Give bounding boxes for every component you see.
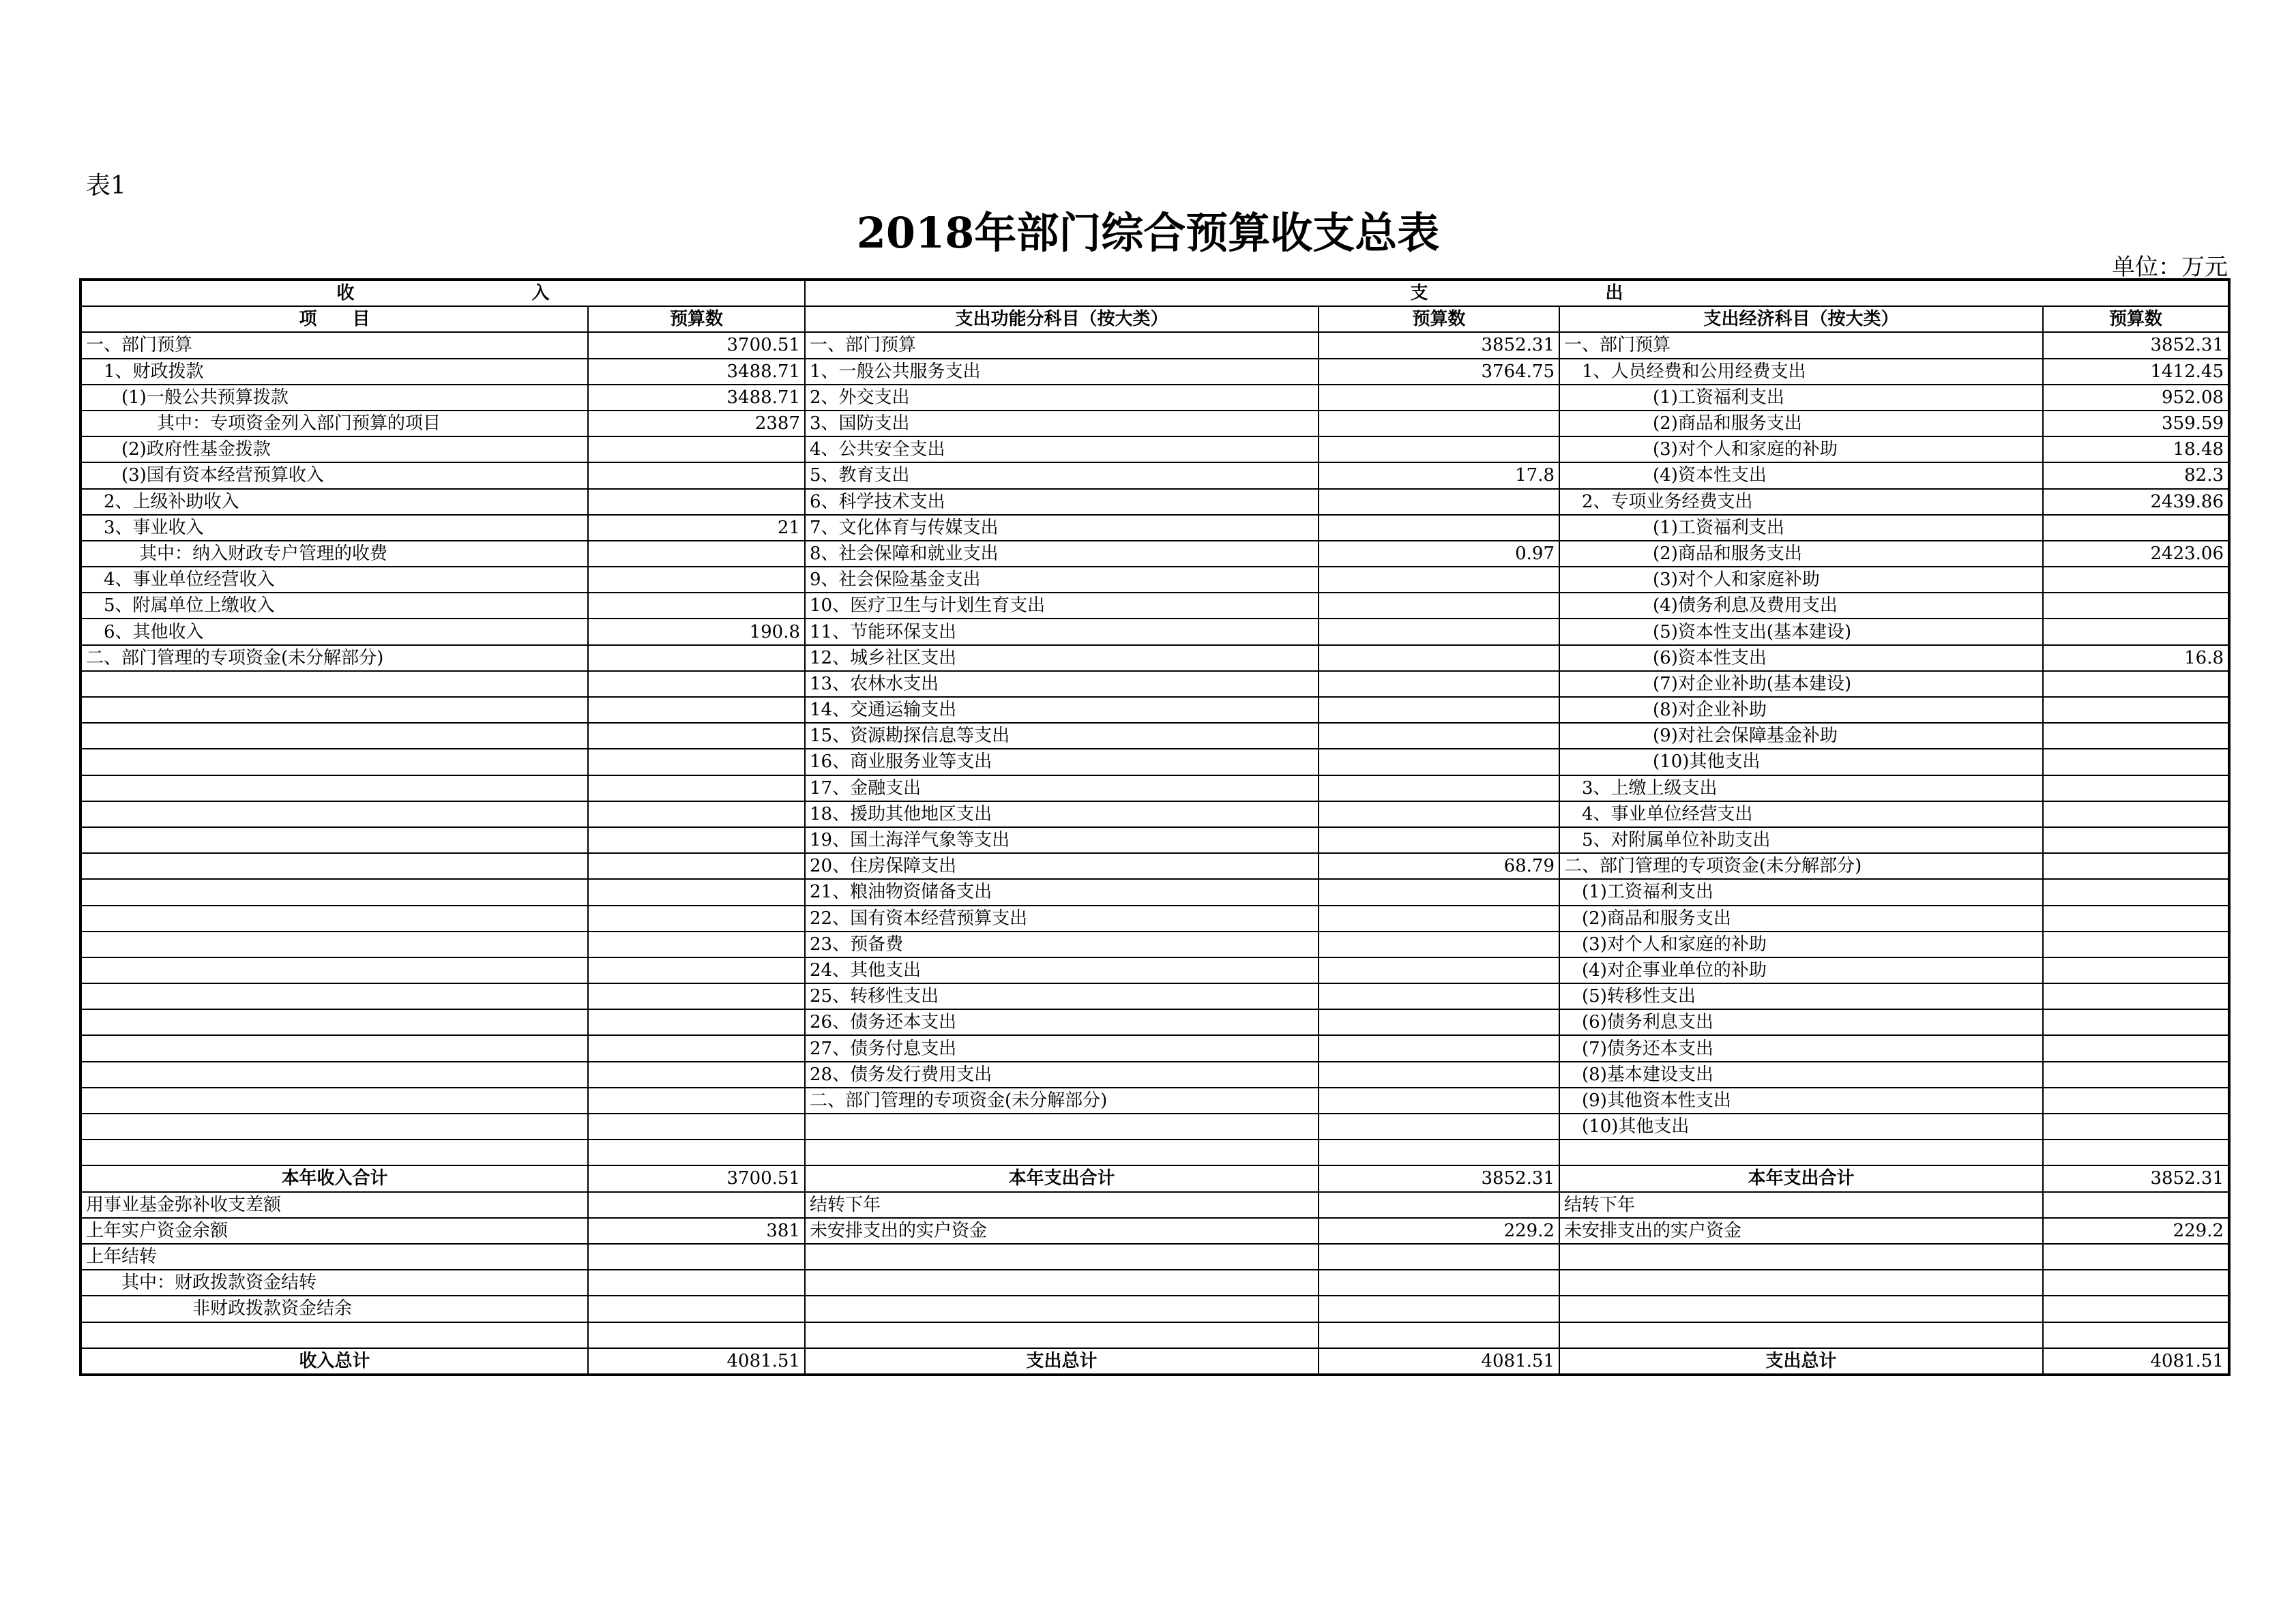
func-item-cell: 28、债务发行费用支出 — [805, 1062, 1319, 1088]
income-item-cell: 5、附属单位上缴收入 — [80, 593, 588, 619]
econ-item-cell: 本年支出合计 — [1559, 1165, 2043, 1191]
income-item-cell — [80, 957, 588, 983]
income-item-cell: 用事业基金弥补收支差额 — [80, 1192, 588, 1218]
econ-item-cell: (2)商品和服务支出 — [1559, 541, 2043, 567]
table-row — [80, 385, 2229, 411]
table-row — [80, 879, 2229, 905]
func-amount-cell — [1319, 697, 1559, 723]
func-amount-cell: 3852.31 — [1319, 332, 1559, 358]
func-amount-cell: 3764.75 — [1319, 359, 1559, 385]
econ-amount-cell — [2043, 879, 2229, 905]
func-amount-cell — [1319, 385, 1559, 411]
income-amount-cell — [588, 932, 805, 957]
func-amount-cell — [1319, 671, 1559, 697]
func-item-cell: 5、教育支出 — [805, 462, 1319, 488]
econ-amount-cell: 359.59 — [2043, 411, 2229, 436]
econ-item-cell: (4)债务利息及费用支出 — [1559, 593, 2043, 619]
econ-amount-cell: 1412.45 — [2043, 359, 2229, 385]
income-item-cell — [80, 906, 588, 932]
income-amount-cell — [588, 1192, 805, 1218]
econ-item-cell: (6)资本性支出 — [1559, 645, 2043, 671]
econ-amount-cell — [2043, 1009, 2229, 1035]
income-amount-cell — [588, 1088, 805, 1114]
income-amount-cell — [588, 879, 805, 905]
income-item-cell: (3)国有资本经营预算收入 — [80, 462, 588, 488]
col-header-item: 项 目 — [80, 306, 588, 332]
income-amount-cell — [588, 749, 805, 775]
func-amount-cell — [1319, 411, 1559, 436]
econ-item-cell: (2)商品和服务支出 — [1559, 906, 2043, 932]
income-item-cell: 非财政拨款资金结余 — [80, 1296, 588, 1322]
econ-item-cell: 未安排支出的实户资金 — [1559, 1218, 2043, 1244]
func-amount-cell — [1319, 1322, 1559, 1348]
income-item-cell — [80, 853, 588, 879]
func-amount-cell — [1319, 1244, 1559, 1270]
income-amount-cell — [588, 697, 805, 723]
func-amount-cell: 0.97 — [1319, 541, 1559, 567]
func-amount-cell — [1319, 723, 1559, 749]
func-amount-cell — [1319, 1114, 1559, 1140]
income-item-cell — [80, 697, 588, 723]
income-amount-cell — [588, 1322, 805, 1348]
income-item-cell: 6、其他收入 — [80, 619, 588, 644]
func-item-cell: 支出总计 — [805, 1348, 1319, 1375]
income-amount-cell: 3700.51 — [588, 332, 805, 358]
func-item-cell: 23、预备费 — [805, 932, 1319, 957]
func-item-cell — [805, 1322, 1319, 1348]
table-row — [80, 593, 2229, 619]
econ-amount-cell — [2043, 619, 2229, 644]
func-amount-cell — [1319, 957, 1559, 983]
func-amount-cell — [1319, 593, 1559, 619]
func-amount-cell — [1319, 1035, 1559, 1061]
table-row — [80, 1192, 2229, 1218]
func-amount-cell — [1319, 1296, 1559, 1322]
func-amount-cell — [1319, 1140, 1559, 1165]
func-item-cell: 17、金融支出 — [805, 775, 1319, 801]
income-item-cell — [80, 1088, 588, 1114]
econ-amount-cell — [2043, 983, 2229, 1009]
income-item-cell: 2、上级补助收入 — [80, 489, 588, 515]
econ-item-cell: (1)工资福利支出 — [1559, 515, 2043, 541]
func-item-cell: 一、部门预算 — [805, 332, 1319, 358]
econ-item-cell: (5)资本性支出(基本建设) — [1559, 619, 2043, 644]
econ-amount-cell — [2043, 957, 2229, 983]
table-row — [80, 619, 2229, 644]
func-item-cell: 15、资源勘探信息等支出 — [805, 723, 1319, 749]
income-amount-cell — [588, 983, 805, 1009]
econ-amount-cell: 18.48 — [2043, 436, 2229, 462]
income-amount-cell — [588, 775, 805, 801]
econ-amount-cell — [2043, 723, 2229, 749]
econ-amount-cell — [2043, 671, 2229, 697]
econ-amount-cell — [2043, 593, 2229, 619]
income-item-cell: 其中：专项资金列入部门预算的项目 — [80, 411, 588, 436]
expense-section-header: 支 出 — [805, 280, 2229, 306]
unit-label: 单位：万元 — [2112, 254, 2228, 281]
income-item-cell: 其中：财政拨款资金结转 — [80, 1270, 588, 1296]
econ-amount-cell: 3852.31 — [2043, 1165, 2229, 1191]
func-amount-cell — [1319, 489, 1559, 515]
income-item-cell: 一、部门预算 — [80, 332, 588, 358]
func-item-cell: 12、城乡社区支出 — [805, 645, 1319, 671]
func-item-cell: 8、社会保障和就业支出 — [805, 541, 1319, 567]
func-item-cell: 4、公共安全支出 — [805, 436, 1319, 462]
econ-item-cell: 2、专项业务经费支出 — [1559, 489, 2043, 515]
econ-amount-cell — [2043, 1088, 2229, 1114]
table-row — [80, 541, 2229, 567]
income-amount-cell: 4081.51 — [588, 1348, 805, 1375]
table-row — [80, 723, 2229, 749]
section-header-row — [80, 280, 2229, 306]
income-item-cell — [80, 1114, 588, 1140]
func-amount-cell — [1319, 1192, 1559, 1218]
econ-amount-cell — [2043, 749, 2229, 775]
income-item-cell — [80, 1322, 588, 1348]
page-title: 2018年部门综合预算收支总表 — [856, 208, 1440, 258]
econ-amount-cell — [2043, 906, 2229, 932]
func-amount-cell: 229.2 — [1319, 1218, 1559, 1244]
table-row — [80, 906, 2229, 932]
econ-amount-cell — [2043, 801, 2229, 827]
func-amount-cell — [1319, 932, 1559, 957]
econ-item-cell: (7)对企业补助(基本建设) — [1559, 671, 2043, 697]
income-amount-cell: 190.8 — [588, 619, 805, 644]
table-row — [80, 749, 2229, 775]
col-header-amount: 预算数 — [588, 306, 805, 332]
func-amount-cell: 17.8 — [1319, 462, 1559, 488]
col-header-amount2: 预算数 — [1319, 306, 1559, 332]
econ-item-cell: (4)资本性支出 — [1559, 462, 2043, 488]
econ-item-cell: (3)对个人和家庭补助 — [1559, 567, 2043, 593]
econ-amount-cell: 2439.86 — [2043, 489, 2229, 515]
func-item-cell: 7、文化体育与传媒支出 — [805, 515, 1319, 541]
econ-amount-cell: 16.8 — [2043, 645, 2229, 671]
table-row — [80, 1322, 2229, 1348]
income-item-cell — [80, 723, 588, 749]
econ-item-cell: (8)基本建设支出 — [1559, 1062, 2043, 1088]
func-amount-cell — [1319, 906, 1559, 932]
income-amount-cell — [588, 567, 805, 593]
func-item-cell: 结转下年 — [805, 1192, 1319, 1218]
econ-amount-cell: 229.2 — [2043, 1218, 2229, 1244]
func-amount-cell — [1319, 775, 1559, 801]
func-item-cell: 20、住房保障支出 — [805, 853, 1319, 879]
econ-item-cell: (9)其他资本性支出 — [1559, 1088, 2043, 1114]
func-item-cell: 2、外交支出 — [805, 385, 1319, 411]
func-item-cell: 二、部门管理的专项资金(未分解部分) — [805, 1088, 1319, 1114]
func-item-cell: 16、商业服务业等支出 — [805, 749, 1319, 775]
func-amount-cell — [1319, 619, 1559, 644]
col-header-func: 支出功能分科目（按大类） — [805, 306, 1319, 332]
econ-amount-cell — [2043, 1322, 2229, 1348]
func-item-cell — [805, 1296, 1319, 1322]
table-row — [80, 1218, 2229, 1244]
econ-amount-cell — [2043, 1114, 2229, 1140]
income-amount-cell — [588, 1062, 805, 1088]
income-item-cell — [80, 775, 588, 801]
econ-item-cell: (2)商品和服务支出 — [1559, 411, 2043, 436]
income-item-cell: (1)一般公共预算拨款 — [80, 385, 588, 411]
income-item-cell: 收入总计 — [80, 1348, 588, 1375]
table-row — [80, 932, 2229, 957]
table-row — [80, 489, 2229, 515]
func-item-cell — [805, 1140, 1319, 1165]
econ-item-cell: (4)对企事业单位的补助 — [1559, 957, 2043, 983]
income-amount-cell — [588, 489, 805, 515]
income-amount-cell — [588, 906, 805, 932]
col-header-amount3: 预算数 — [2043, 306, 2229, 332]
income-item-cell: (2)政府性基金拨款 — [80, 436, 588, 462]
econ-item-cell: (6)债务利息支出 — [1559, 1009, 2043, 1035]
income-amount-cell — [588, 723, 805, 749]
func-amount-cell — [1319, 983, 1559, 1009]
func-amount-cell — [1319, 827, 1559, 853]
income-item-cell — [80, 983, 588, 1009]
econ-item-cell: 结转下年 — [1559, 1192, 2043, 1218]
econ-item-cell: (8)对企业补助 — [1559, 697, 2043, 723]
grand-total-row — [80, 1348, 2229, 1375]
func-amount-cell: 68.79 — [1319, 853, 1559, 879]
income-amount-cell — [588, 671, 805, 697]
income-amount-cell: 21 — [588, 515, 805, 541]
econ-item-cell: 一、部门预算 — [1559, 332, 2043, 358]
func-item-cell: 14、交通运输支出 — [805, 697, 1319, 723]
econ-item-cell — [1559, 1270, 2043, 1296]
func-amount-cell — [1319, 645, 1559, 671]
table-row — [80, 1244, 2229, 1270]
income-item-cell: 二、部门管理的专项资金(未分解部分) — [80, 645, 588, 671]
table-row — [80, 1062, 2229, 1088]
econ-item-cell: (3)对个人和家庭的补助 — [1559, 932, 2043, 957]
econ-amount-cell — [2043, 1296, 2229, 1322]
econ-amount-cell — [2043, 1062, 2229, 1088]
income-item-cell: 3、事业收入 — [80, 515, 588, 541]
table-row — [80, 1270, 2229, 1296]
econ-amount-cell — [2043, 932, 2229, 957]
func-amount-cell — [1319, 1270, 1559, 1296]
income-item-cell — [80, 749, 588, 775]
income-amount-cell — [588, 1270, 805, 1296]
econ-item-cell: (7)债务还本支出 — [1559, 1035, 2043, 1061]
econ-item-cell: (9)对社会保障基金补助 — [1559, 723, 2043, 749]
col-header-econ: 支出经济科目（按大类） — [1559, 306, 2043, 332]
econ-item-cell: (10)其他支出 — [1559, 749, 2043, 775]
func-item-cell: 22、国有资本经营预算支出 — [805, 906, 1319, 932]
econ-amount-cell — [2043, 853, 2229, 879]
econ-amount-cell: 3852.31 — [2043, 332, 2229, 358]
func-amount-cell — [1319, 879, 1559, 905]
func-amount-cell — [1319, 436, 1559, 462]
func-item-cell: 11、节能环保支出 — [805, 619, 1319, 644]
table-row — [80, 359, 2229, 385]
func-item-cell: 24、其他支出 — [805, 957, 1319, 983]
table-row — [80, 515, 2229, 541]
econ-item-cell: 3、上缴上级支出 — [1559, 775, 2043, 801]
table-row — [80, 1035, 2229, 1061]
econ-amount-cell — [2043, 567, 2229, 593]
table-row — [80, 1088, 2229, 1114]
func-amount-cell — [1319, 1088, 1559, 1114]
income-section-header: 收 入 — [80, 280, 805, 306]
econ-item-cell: (1)工资福利支出 — [1559, 879, 2043, 905]
year-total-row — [80, 1165, 2229, 1191]
table-row — [80, 645, 2229, 671]
income-item-cell — [80, 827, 588, 853]
func-item-cell — [805, 1114, 1319, 1140]
func-item-cell: 19、国土海洋气象等支出 — [805, 827, 1319, 853]
econ-amount-cell — [2043, 697, 2229, 723]
econ-item-cell: 4、事业单位经营支出 — [1559, 801, 2043, 827]
table-row — [80, 983, 2229, 1009]
table-row — [80, 1140, 2229, 1165]
table-row — [80, 853, 2229, 879]
income-item-cell — [80, 1035, 588, 1061]
income-amount-cell: 3700.51 — [588, 1165, 805, 1191]
income-amount-cell — [588, 853, 805, 879]
income-amount-cell — [588, 593, 805, 619]
income-amount-cell — [588, 1296, 805, 1322]
table-row — [80, 567, 2229, 593]
income-item-cell — [80, 879, 588, 905]
income-amount-cell: 2387 — [588, 411, 805, 436]
econ-amount-cell — [2043, 1035, 2229, 1061]
income-item-cell — [80, 671, 588, 697]
econ-item-cell: 二、部门管理的专项资金(未分解部分) — [1559, 853, 2043, 879]
func-amount-cell — [1319, 801, 1559, 827]
income-amount-cell — [588, 957, 805, 983]
econ-amount-cell — [2043, 1140, 2229, 1165]
table-row — [80, 1114, 2229, 1140]
table-row — [80, 1296, 2229, 1322]
econ-amount-cell: 952.08 — [2043, 385, 2229, 411]
table-number: 表1 — [86, 172, 126, 200]
income-amount-cell — [588, 436, 805, 462]
income-item-cell: 1、财政拨款 — [80, 359, 588, 385]
func-item-cell: 18、援助其他地区支出 — [805, 801, 1319, 827]
income-item-cell — [80, 1009, 588, 1035]
income-amount-cell — [588, 1009, 805, 1035]
income-amount-cell — [588, 645, 805, 671]
econ-item-cell: (1)工资福利支出 — [1559, 385, 2043, 411]
func-item-cell: 3、国防支出 — [805, 411, 1319, 436]
econ-item-cell: 5、对附属单位补助支出 — [1559, 827, 2043, 853]
income-amount-cell — [588, 1140, 805, 1165]
econ-item-cell — [1559, 1322, 2043, 1348]
table-row — [80, 462, 2229, 488]
func-amount-cell: 4081.51 — [1319, 1348, 1559, 1375]
income-amount-cell — [588, 541, 805, 567]
econ-amount-cell — [2043, 1270, 2229, 1296]
func-item-cell: 9、社会保险基金支出 — [805, 567, 1319, 593]
income-item-cell — [80, 1062, 588, 1088]
column-header-row — [80, 306, 2229, 332]
table-row — [80, 1009, 2229, 1035]
func-amount-cell — [1319, 567, 1559, 593]
econ-item-cell: (5)转移性支出 — [1559, 983, 2043, 1009]
income-item-cell: 上年结转 — [80, 1244, 588, 1270]
income-item-cell: 上年实户资金余额 — [80, 1218, 588, 1244]
income-amount-cell — [588, 1114, 805, 1140]
income-item-cell: 本年收入合计 — [80, 1165, 588, 1191]
func-amount-cell: 3852.31 — [1319, 1165, 1559, 1191]
func-item-cell: 1、一般公共服务支出 — [805, 359, 1319, 385]
table-row — [80, 436, 2229, 462]
table-row — [80, 697, 2229, 723]
func-item-cell: 21、粮油物资储备支出 — [805, 879, 1319, 905]
income-item-cell: 4、事业单位经营收入 — [80, 567, 588, 593]
func-amount-cell — [1319, 1062, 1559, 1088]
econ-item-cell: 支出总计 — [1559, 1348, 2043, 1375]
func-amount-cell — [1319, 1009, 1559, 1035]
income-amount-cell — [588, 1035, 805, 1061]
func-item-cell: 10、医疗卫生与计划生育支出 — [805, 593, 1319, 619]
econ-amount-cell: 82.3 — [2043, 462, 2229, 488]
func-item-cell — [805, 1244, 1319, 1270]
income-amount-cell: 3488.71 — [588, 385, 805, 411]
income-amount-cell — [588, 462, 805, 488]
table-row — [80, 775, 2229, 801]
table-row — [80, 801, 2229, 827]
func-item-cell: 26、债务还本支出 — [805, 1009, 1319, 1035]
table-row — [80, 411, 2229, 436]
econ-item-cell: (10)其他支出 — [1559, 1114, 2043, 1140]
income-amount-cell — [588, 827, 805, 853]
func-item-cell: 6、科学技术支出 — [805, 489, 1319, 515]
func-amount-cell — [1319, 515, 1559, 541]
econ-item-cell — [1559, 1296, 2043, 1322]
econ-item-cell: (3)对个人和家庭的补助 — [1559, 436, 2043, 462]
econ-amount-cell — [2043, 515, 2229, 541]
econ-amount-cell: 2423.06 — [2043, 541, 2229, 567]
table-row — [80, 332, 2229, 358]
econ-item-cell — [1559, 1244, 2043, 1270]
func-item-cell — [805, 1270, 1319, 1296]
income-item-cell — [80, 932, 588, 957]
econ-amount-cell — [2043, 775, 2229, 801]
econ-amount-cell: 4081.51 — [2043, 1348, 2229, 1375]
func-item-cell: 25、转移性支出 — [805, 983, 1319, 1009]
income-amount-cell — [588, 1244, 805, 1270]
econ-amount-cell — [2043, 1244, 2229, 1270]
econ-amount-cell — [2043, 827, 2229, 853]
income-item-cell: 其中：纳入财政专户管理的收费 — [80, 541, 588, 567]
income-amount-cell: 381 — [588, 1218, 805, 1244]
func-amount-cell — [1319, 749, 1559, 775]
econ-item-cell — [1559, 1140, 2043, 1165]
econ-amount-cell — [2043, 1192, 2229, 1218]
income-amount-cell — [588, 801, 805, 827]
econ-item-cell: 1、人员经费和公用经费支出 — [1559, 359, 2043, 385]
table-row — [80, 671, 2229, 697]
func-item-cell: 未安排支出的实户资金 — [805, 1218, 1319, 1244]
income-amount-cell: 3488.71 — [588, 359, 805, 385]
func-item-cell: 本年支出合计 — [805, 1165, 1319, 1191]
func-item-cell: 27、债务付息支出 — [805, 1035, 1319, 1061]
func-item-cell: 13、农林水支出 — [805, 671, 1319, 697]
income-item-cell — [80, 1140, 588, 1165]
table-row — [80, 957, 2229, 983]
budget-table — [79, 278, 2231, 1376]
table-row — [80, 827, 2229, 853]
income-item-cell — [80, 801, 588, 827]
